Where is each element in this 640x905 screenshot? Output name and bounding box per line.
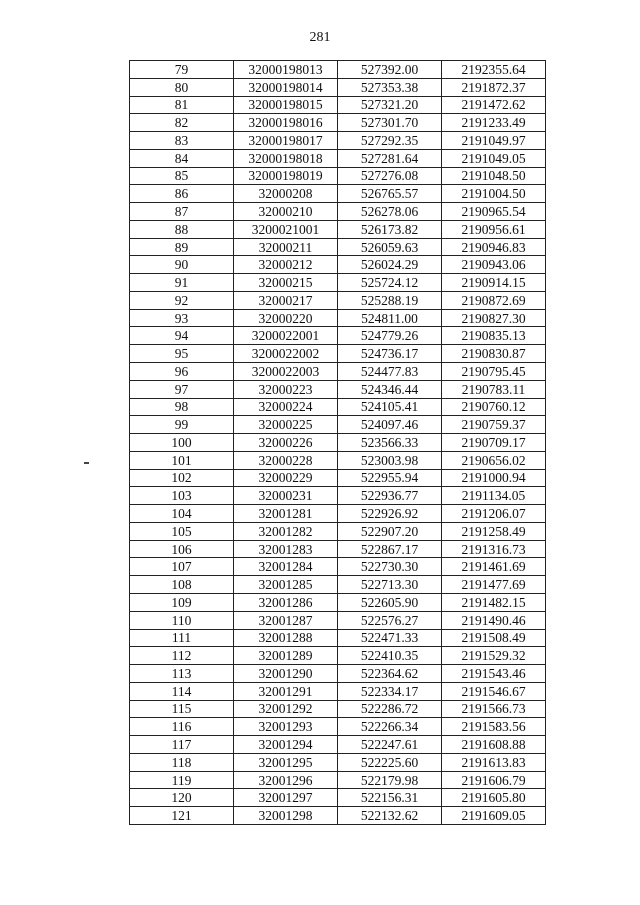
table-row [130, 167, 546, 185]
point-id-cell: 3200021001 [234, 220, 338, 238]
table-row [130, 682, 546, 700]
row-number-cell: 97 [130, 380, 234, 398]
x-coordinate-cell: 522605.90 [338, 593, 442, 611]
point-id-cell: 32000198015 [234, 96, 338, 114]
point-id-cell: 32001282 [234, 522, 338, 540]
table-row [130, 505, 546, 523]
x-coordinate-cell: 522926.92 [338, 505, 442, 523]
x-coordinate-cell: 526173.82 [338, 220, 442, 238]
y-coordinate-cell: 2190943.06 [442, 256, 546, 274]
x-coordinate-cell: 524736.17 [338, 345, 442, 363]
row-number-cell: 92 [130, 291, 234, 309]
row-number-cell: 79 [130, 61, 234, 79]
y-coordinate-cell: 2190827.30 [442, 309, 546, 327]
point-id-cell: 32001281 [234, 505, 338, 523]
y-coordinate-cell: 2191461.69 [442, 558, 546, 576]
point-id-cell: 32001297 [234, 789, 338, 807]
y-coordinate-cell: 2191472.62 [442, 96, 546, 114]
table-row [130, 132, 546, 150]
point-id-cell: 32000215 [234, 274, 338, 292]
y-coordinate-cell: 2191316.73 [442, 540, 546, 558]
row-number-cell: 80 [130, 78, 234, 96]
point-id-cell: 32001287 [234, 611, 338, 629]
row-number-cell: 105 [130, 522, 234, 540]
x-coordinate-cell: 522225.60 [338, 753, 442, 771]
y-coordinate-cell: 2191546.67 [442, 682, 546, 700]
x-coordinate-cell: 526059.63 [338, 238, 442, 256]
x-coordinate-cell: 522936.77 [338, 487, 442, 505]
x-coordinate-cell: 522907.20 [338, 522, 442, 540]
table-row [130, 718, 546, 736]
x-coordinate-cell: 525724.12 [338, 274, 442, 292]
point-id-cell: 32001286 [234, 593, 338, 611]
y-coordinate-cell: 2191477.69 [442, 576, 546, 594]
row-number-cell: 108 [130, 576, 234, 594]
y-coordinate-cell: 2191613.83 [442, 753, 546, 771]
row-number-cell: 119 [130, 771, 234, 789]
point-id-cell: 32000198019 [234, 167, 338, 185]
x-coordinate-cell: 524779.26 [338, 327, 442, 345]
y-coordinate-cell: 2191233.49 [442, 114, 546, 132]
point-id-cell: 32000220 [234, 309, 338, 327]
x-coordinate-cell: 522132.62 [338, 807, 442, 825]
y-coordinate-cell: 2191134.05 [442, 487, 546, 505]
x-coordinate-cell: 522364.62 [338, 665, 442, 683]
x-coordinate-cell: 522247.61 [338, 736, 442, 754]
x-coordinate-cell: 524097.46 [338, 416, 442, 434]
row-number-cell: 110 [130, 611, 234, 629]
row-number-cell: 117 [130, 736, 234, 754]
y-coordinate-cell: 2190760.12 [442, 398, 546, 416]
table-row [130, 61, 546, 79]
y-coordinate-cell: 2191490.46 [442, 611, 546, 629]
point-id-cell: 32001294 [234, 736, 338, 754]
row-number-cell: 113 [130, 665, 234, 683]
x-coordinate-cell: 524105.41 [338, 398, 442, 416]
table-row [130, 149, 546, 167]
point-id-cell: 32000225 [234, 416, 338, 434]
y-coordinate-cell: 2191605.80 [442, 789, 546, 807]
x-coordinate-cell: 522867.17 [338, 540, 442, 558]
table-row [130, 114, 546, 132]
table-row [130, 629, 546, 647]
table-row [130, 700, 546, 718]
point-id-cell: 32001298 [234, 807, 338, 825]
point-id-cell: 3200022001 [234, 327, 338, 345]
table-row [130, 736, 546, 754]
table-row [130, 203, 546, 221]
y-coordinate-cell: 2190946.83 [442, 238, 546, 256]
table-row [130, 256, 546, 274]
y-coordinate-cell: 2191872.37 [442, 78, 546, 96]
table-row [130, 647, 546, 665]
point-id-cell: 32001285 [234, 576, 338, 594]
point-id-cell: 32001283 [234, 540, 338, 558]
point-id-cell: 32001289 [234, 647, 338, 665]
point-id-cell: 3200022003 [234, 363, 338, 381]
x-coordinate-cell: 522286.72 [338, 700, 442, 718]
point-id-cell: 32000211 [234, 238, 338, 256]
table-row [130, 380, 546, 398]
y-coordinate-cell: 2191566.73 [442, 700, 546, 718]
stray-mark [84, 462, 89, 464]
x-coordinate-cell: 525288.19 [338, 291, 442, 309]
row-number-cell: 96 [130, 363, 234, 381]
point-id-cell: 32001284 [234, 558, 338, 576]
row-number-cell: 102 [130, 469, 234, 487]
y-coordinate-cell: 2190830.87 [442, 345, 546, 363]
x-coordinate-cell: 522266.34 [338, 718, 442, 736]
x-coordinate-cell: 522471.33 [338, 629, 442, 647]
row-number-cell: 107 [130, 558, 234, 576]
row-number-cell: 101 [130, 451, 234, 469]
table-row [130, 309, 546, 327]
point-id-cell: 32001292 [234, 700, 338, 718]
x-coordinate-cell: 527281.64 [338, 149, 442, 167]
x-coordinate-cell: 524811.00 [338, 309, 442, 327]
table-row [130, 558, 546, 576]
table-row [130, 789, 546, 807]
y-coordinate-cell: 2190783.11 [442, 380, 546, 398]
row-number-cell: 116 [130, 718, 234, 736]
table-row [130, 78, 546, 96]
y-coordinate-cell: 2191608.88 [442, 736, 546, 754]
table-row [130, 593, 546, 611]
x-coordinate-cell: 527301.70 [338, 114, 442, 132]
row-number-cell: 90 [130, 256, 234, 274]
x-coordinate-cell: 522156.31 [338, 789, 442, 807]
y-coordinate-cell: 2190965.54 [442, 203, 546, 221]
row-number-cell: 106 [130, 540, 234, 558]
x-coordinate-cell: 522955.94 [338, 469, 442, 487]
y-coordinate-cell: 2191482.15 [442, 593, 546, 611]
point-id-cell: 32000198014 [234, 78, 338, 96]
row-number-cell: 115 [130, 700, 234, 718]
x-coordinate-cell: 527276.08 [338, 167, 442, 185]
point-id-cell: 32001290 [234, 665, 338, 683]
x-coordinate-cell: 524346.44 [338, 380, 442, 398]
row-number-cell: 112 [130, 647, 234, 665]
point-id-cell: 32001296 [234, 771, 338, 789]
table-row [130, 576, 546, 594]
point-id-cell: 32000198016 [234, 114, 338, 132]
x-coordinate-cell: 522713.30 [338, 576, 442, 594]
row-number-cell: 89 [130, 238, 234, 256]
table-body [130, 61, 546, 825]
table-row [130, 753, 546, 771]
table-row [130, 611, 546, 629]
row-number-cell: 114 [130, 682, 234, 700]
x-coordinate-cell: 527353.38 [338, 78, 442, 96]
point-id-cell: 32000226 [234, 434, 338, 452]
row-number-cell: 87 [130, 203, 234, 221]
coordinates-table [129, 60, 546, 825]
y-coordinate-cell: 2190656.02 [442, 451, 546, 469]
y-coordinate-cell: 2191000.94 [442, 469, 546, 487]
row-number-cell: 84 [130, 149, 234, 167]
x-coordinate-cell: 526278.06 [338, 203, 442, 221]
row-number-cell: 109 [130, 593, 234, 611]
row-number-cell: 82 [130, 114, 234, 132]
x-coordinate-cell: 522410.35 [338, 647, 442, 665]
row-number-cell: 100 [130, 434, 234, 452]
x-coordinate-cell: 526024.29 [338, 256, 442, 274]
table-row [130, 434, 546, 452]
point-id-cell: 32000198013 [234, 61, 338, 79]
x-coordinate-cell: 527292.35 [338, 132, 442, 150]
y-coordinate-cell: 2191048.50 [442, 167, 546, 185]
y-coordinate-cell: 2190914.15 [442, 274, 546, 292]
table-row [130, 451, 546, 469]
row-number-cell: 88 [130, 220, 234, 238]
x-coordinate-cell: 526765.57 [338, 185, 442, 203]
x-coordinate-cell: 522576.27 [338, 611, 442, 629]
row-number-cell: 83 [130, 132, 234, 150]
row-number-cell: 95 [130, 345, 234, 363]
x-coordinate-cell: 527392.00 [338, 61, 442, 79]
row-number-cell: 91 [130, 274, 234, 292]
y-coordinate-cell: 2190956.61 [442, 220, 546, 238]
row-number-cell: 93 [130, 309, 234, 327]
y-coordinate-cell: 2191258.49 [442, 522, 546, 540]
table-row [130, 327, 546, 345]
row-number-cell: 120 [130, 789, 234, 807]
table-row [130, 398, 546, 416]
point-id-cell: 32000229 [234, 469, 338, 487]
y-coordinate-cell: 2191049.97 [442, 132, 546, 150]
point-id-cell: 32000228 [234, 451, 338, 469]
row-number-cell: 86 [130, 185, 234, 203]
row-number-cell: 85 [130, 167, 234, 185]
table-row [130, 220, 546, 238]
table-row [130, 96, 546, 114]
table-row [130, 363, 546, 381]
row-number-cell: 118 [130, 753, 234, 771]
point-id-cell: 32000198018 [234, 149, 338, 167]
row-number-cell: 121 [130, 807, 234, 825]
row-number-cell: 103 [130, 487, 234, 505]
point-id-cell: 32001295 [234, 753, 338, 771]
point-id-cell: 32001293 [234, 718, 338, 736]
y-coordinate-cell: 2191606.79 [442, 771, 546, 789]
y-coordinate-cell: 2192355.64 [442, 61, 546, 79]
x-coordinate-cell: 527321.20 [338, 96, 442, 114]
table-row [130, 771, 546, 789]
point-id-cell: 32000217 [234, 291, 338, 309]
page-number: 281 [309, 30, 331, 45]
table-row [130, 522, 546, 540]
row-number-cell: 94 [130, 327, 234, 345]
point-id-cell: 32000198017 [234, 132, 338, 150]
y-coordinate-cell: 2191583.56 [442, 718, 546, 736]
y-coordinate-cell: 2191049.05 [442, 149, 546, 167]
table-row [130, 185, 546, 203]
table-row [130, 469, 546, 487]
table-row [130, 238, 546, 256]
y-coordinate-cell: 2190835.13 [442, 327, 546, 345]
x-coordinate-cell: 522179.98 [338, 771, 442, 789]
y-coordinate-cell: 2190795.45 [442, 363, 546, 381]
y-coordinate-cell: 2191004.50 [442, 185, 546, 203]
table-row [130, 665, 546, 683]
point-id-cell: 32000212 [234, 256, 338, 274]
table-row [130, 416, 546, 434]
x-coordinate-cell: 524477.83 [338, 363, 442, 381]
y-coordinate-cell: 2191529.32 [442, 647, 546, 665]
y-coordinate-cell: 2191206.07 [442, 505, 546, 523]
y-coordinate-cell: 2190759.37 [442, 416, 546, 434]
point-id-cell: 32000210 [234, 203, 338, 221]
row-number-cell: 81 [130, 96, 234, 114]
point-id-cell: 3200022002 [234, 345, 338, 363]
point-id-cell: 32001291 [234, 682, 338, 700]
point-id-cell: 32001288 [234, 629, 338, 647]
table-row [130, 807, 546, 825]
point-id-cell: 32000231 [234, 487, 338, 505]
y-coordinate-cell: 2191508.49 [442, 629, 546, 647]
y-coordinate-cell: 2190872.69 [442, 291, 546, 309]
point-id-cell: 32000208 [234, 185, 338, 203]
x-coordinate-cell: 522730.30 [338, 558, 442, 576]
table-row [130, 345, 546, 363]
point-id-cell: 32000223 [234, 380, 338, 398]
table-row [130, 274, 546, 292]
point-id-cell: 32000224 [234, 398, 338, 416]
row-number-cell: 104 [130, 505, 234, 523]
row-number-cell: 98 [130, 398, 234, 416]
y-coordinate-cell: 2190709.17 [442, 434, 546, 452]
y-coordinate-cell: 2191543.46 [442, 665, 546, 683]
row-number-cell: 99 [130, 416, 234, 434]
row-number-cell: 111 [130, 629, 234, 647]
table-row [130, 540, 546, 558]
x-coordinate-cell: 523566.33 [338, 434, 442, 452]
x-coordinate-cell: 522334.17 [338, 682, 442, 700]
table-row [130, 487, 546, 505]
table-row [130, 291, 546, 309]
x-coordinate-cell: 523003.98 [338, 451, 442, 469]
y-coordinate-cell: 2191609.05 [442, 807, 546, 825]
